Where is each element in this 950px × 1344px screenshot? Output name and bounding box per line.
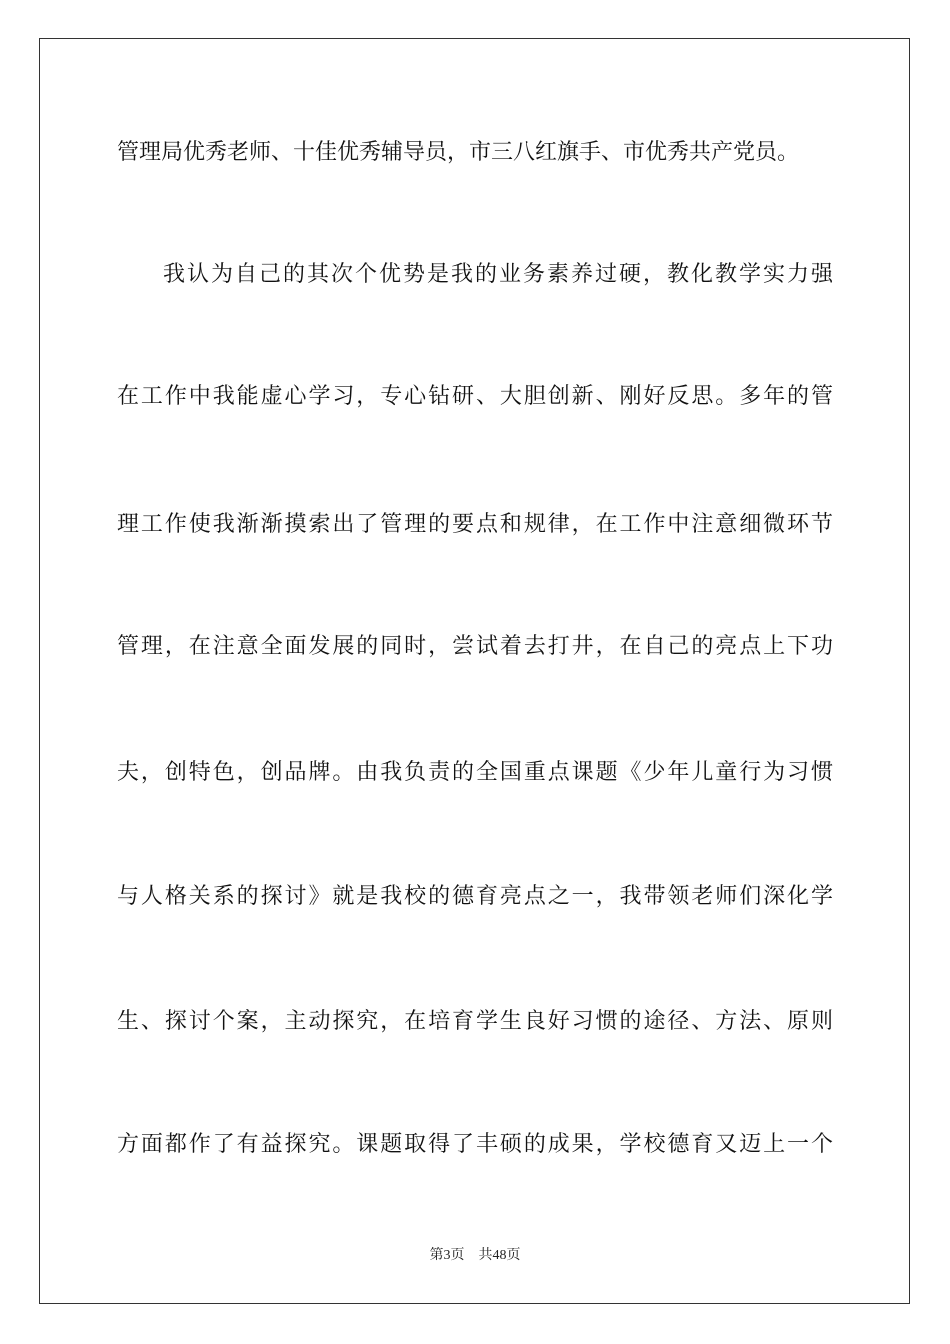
page-border (39, 38, 910, 1304)
page-number: 第3页 (429, 1248, 465, 1263)
body-text-line: 管理局优秀老师、十佳优秀辅导员，市三八红旗手、市优秀共产党员。 (117, 140, 800, 165)
body-text-line: 与人格关系的探讨》就是我校的德育亮点之一，我带领老师们深化学 (117, 884, 833, 909)
total-pages: 共48页 (478, 1248, 521, 1263)
page-footer (0, 1246, 950, 1266)
body-text-line: 我认为自己的其次个优势是我的业务素养过硬，教化教学实力强 (163, 262, 833, 287)
body-text-line: 管理，在注意全面发展的同时，尝试着去打井，在自己的亮点上下功 (117, 634, 833, 659)
body-text-line: 夫，创特色，创品牌。由我负责的全国重点课题《少年儿童行为习惯 (117, 760, 833, 785)
body-text-line: 方面都作了有益探究。课题取得了丰硕的成果，学校德育又迈上一个 (117, 1132, 833, 1157)
body-text-line: 生、探讨个案，主动探究，在培育学生良好习惯的途径、方法、原则 (117, 1009, 833, 1034)
body-text-line: 在工作中我能虚心学习，专心钻研、大胆创新、刚好反思。多年的管 (117, 384, 833, 409)
body-text-line: 理工作使我渐渐摸索出了管理的要点和规律，在工作中注意细微环节 (117, 512, 833, 537)
